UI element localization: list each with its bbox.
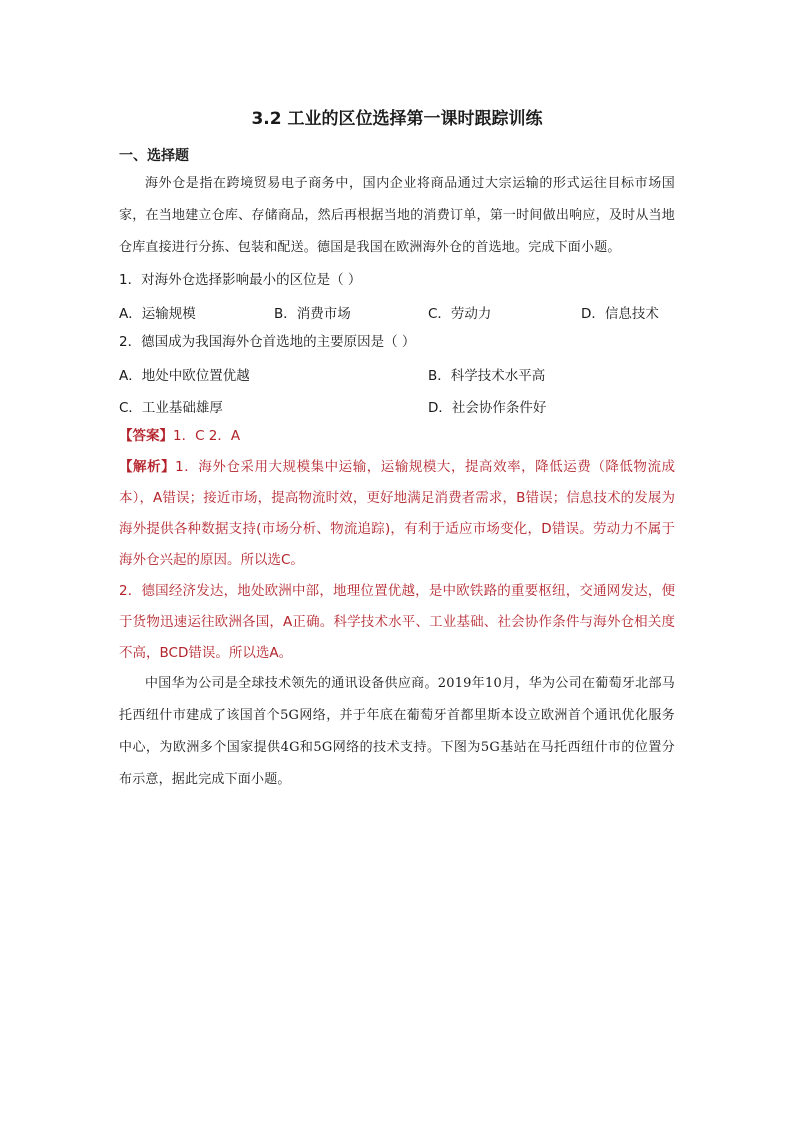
q1-option-a: A．运输规模 <box>119 306 196 322</box>
analysis-text-1: 1．海外仓采用大规模集中运输，运输规模大，提高效率，降低运费（降低物流成本），A错误；接近市场，提高物流时效，更好地满足消费者需求，B错误；信息技术的发展为海外提供各种数据支持(市场分析、物流追踪)，有利于适应市场变化，D错误。劳动力不属于海外仓兴起的原因。所以选C。 <box>119 459 676 568</box>
analysis-part-2: 2．德国经济发达，地处欧洲中部，地理位置优越，是中欧铁路的重要枢纽，交通网发达，便于货物迅速运往欧洲各国，A正确。科学技术水平、工业基础、社会协作条件与海外仓相关度不高，BCD错误。所以选A。 <box>119 583 675 661</box>
q2-option-c: C．工业基础雄厚 <box>119 400 223 416</box>
q1-option-c: C．劳动力 <box>428 306 492 322</box>
question-1-stem: 1．对海外仓选择影响最小的区位是（ ） <box>119 272 362 288</box>
q1-option-d: D．信息技术 <box>581 306 659 322</box>
q2-option-a: A．地处中欧位置优越 <box>119 368 250 384</box>
analysis-label: 【解析】 <box>119 459 176 475</box>
q1-option-b: B．消费市场 <box>274 306 351 322</box>
passage-warehouse: 海外仓是指在跨境贸易电子商务中，国内企业将商品通过大宗运输的形式运往目标市场国家，在当地建立仓库、存储商品，然后再根据当地的消费订单，第一时间做出响应，及时从当地仓库直接进行分拣、包装和配送。德国是我国在欧洲海外仓的首选地。完成下面小题。 <box>119 176 675 255</box>
passage-huawei: 中国华为公司是全球技术领先的通讯设备供应商。2019年10月，华为公司在葡萄牙北部马托西纽什市建成了该国首个5G网络，并于年底在葡萄牙首都里斯本设立欧洲首个通讯优化服务中心，为欧洲多个国家提供4G和5G网络的技术支持。下图为5G基站在马托西纽什市的位置分布示意，据此完成下面小题。 <box>119 676 675 787</box>
analysis-part-1 <box>119 452 675 576</box>
document-title: 3.2 工业的区位选择第一课时跟踪训练 <box>251 109 543 129</box>
answer-label: 【答案】 <box>119 428 173 444</box>
q2-option-d: D．社会协作条件好 <box>428 400 547 416</box>
section-heading: 一、选择题 <box>119 148 189 164</box>
q2-option-b: B．科学技术水平高 <box>428 368 546 384</box>
answer-line <box>119 426 240 446</box>
answer-text: 1．C 2．A <box>173 428 241 444</box>
question-2-stem: 2．德国成为我国海外仓首选地的主要原因是（ ） <box>119 334 416 350</box>
